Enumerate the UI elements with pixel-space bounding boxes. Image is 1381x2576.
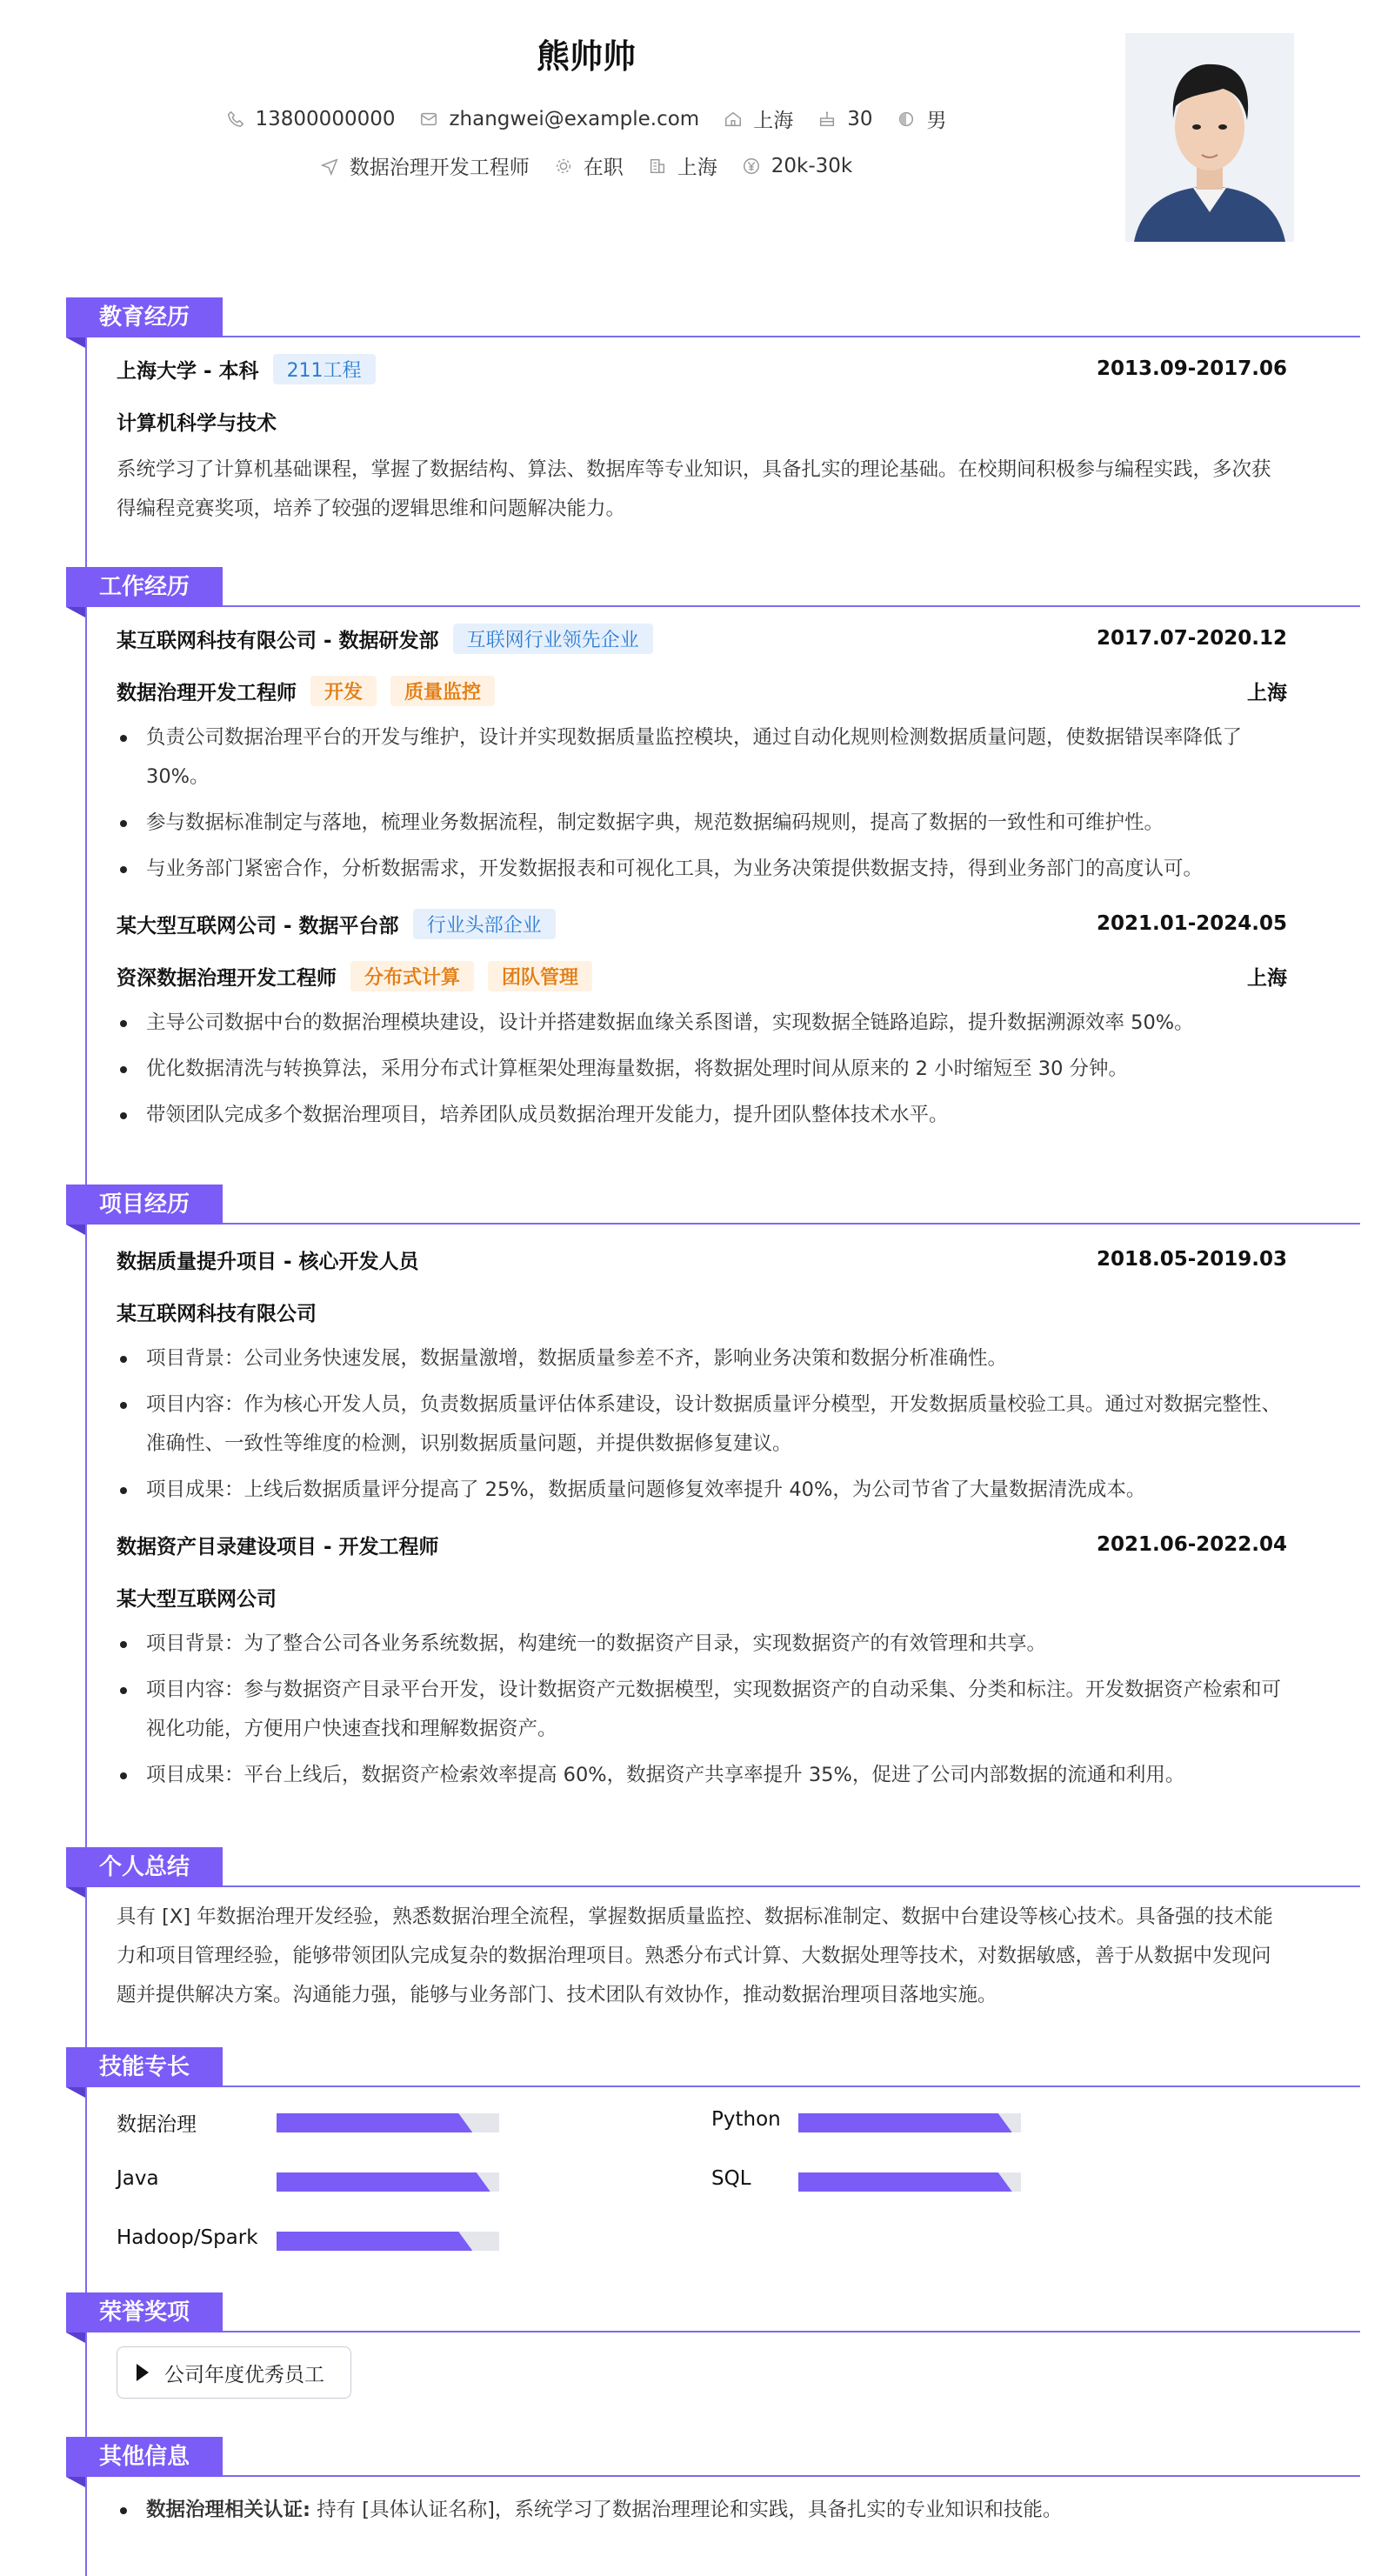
skill-bar-fill: [277, 2113, 472, 2132]
project-block-2: [117, 1527, 1287, 1795]
section-title: 荣誉奖项: [66, 2292, 223, 2332]
role-name: 数据治理开发工程师: [117, 681, 297, 704]
project-date: 2018.05-2019.03: [1096, 1248, 1287, 1271]
list-item: 项目成果：平台上线后，数据资产检索效率提高 60%，数据资产共享率提升 35%，促进了公司内部数据的流通和利用。: [117, 1756, 1287, 1795]
skill-name: Hadoop/Spark: [117, 2226, 258, 2249]
section-divider: [223, 2331, 1360, 2332]
skill-bar-fill: [277, 2232, 472, 2251]
section-title: 教育经历: [66, 297, 223, 337]
list-item: 项目成果：上线后数据质量评分提高了 25%，数据质量问题修复效率提升 40%，为公司节省了大量数据清洗成本。: [117, 1471, 1287, 1510]
work-company-row: [117, 906, 1287, 941]
list-item: [117, 2491, 1287, 2530]
city-item: [648, 151, 717, 180]
skill-name: SQL: [711, 2167, 751, 2190]
skill-bar: [277, 2113, 499, 2132]
project-block-1: [117, 1242, 1287, 1510]
summary-text: 具有 [X] 年数据治理开发经验，熟悉数据治理全流程，掌握数据质量监控、数据标准制定、数据中台建设等核心技术。具备强的技术能力和项目管理经验，能够带领团队完成复杂的数据治理项目。熟悉分布式计算、大数据处理等技术，对数据敏感，善于从数据中发现问题并提供解决方案。沟通能力强，能够与业务部门、技术团队有效协作，推动数据治理项目落地实施。: [117, 1905, 1273, 2006]
skill-bar-fill: [277, 2172, 490, 2192]
section-divider: [223, 2085, 1360, 2087]
section-divider: [223, 336, 1360, 337]
section-title: 工作经历: [66, 567, 223, 607]
work-bullets: [117, 718, 1287, 889]
ribbon-fold: [66, 2477, 85, 2487]
candidate-name: 熊帅帅: [536, 37, 636, 76]
skill-bar: [798, 2113, 1021, 2132]
section-divider: [223, 1223, 1360, 1225]
age-text: 30: [847, 107, 873, 130]
skill-name: Java: [117, 2167, 159, 2190]
list-item: 参与数据标准制定与落地，梳理业务数据流程，制定数据字典，规范数据编码规则，提高了数据的一致性和可维护性。: [117, 804, 1287, 843]
skill-name: 数据治理: [117, 2113, 197, 2136]
role-tag: 质量监控: [390, 676, 495, 706]
mail-icon: [419, 110, 438, 129]
project-date: 2021.06-2022.04: [1096, 1533, 1287, 1556]
gender-icon: [897, 110, 916, 129]
project-company: 某互联网科技有限公司: [117, 1302, 317, 1325]
skill-bar: [798, 2172, 1021, 2192]
company-name: 某大型互联网公司 - 数据平台部: [117, 914, 399, 938]
project-company-row: [117, 1294, 1287, 1329]
contact-row: [0, 104, 1172, 133]
section-divider: [223, 605, 1360, 607]
location-text: 上海: [753, 110, 794, 132]
role-name: 资深数据治理开发工程师: [117, 966, 337, 990]
work-date: 2021.01-2024.05: [1096, 912, 1287, 935]
section-title: 技能专长: [66, 2047, 223, 2087]
work-block-1: [117, 621, 1287, 889]
project-company: 某大型互联网公司: [117, 1587, 277, 1611]
award-text: 公司年度优秀员工: [164, 2363, 324, 2386]
work-company-row: [117, 621, 1287, 656]
status-text: 在职: [583, 157, 624, 179]
list-item: 项目内容：作为核心开发人员，负责数据质量评估体系建设，设计数据质量评分模型，开发数据质量校验工具。通过对数据完整性、准确性、一致性等维度的检测，识别数据质量问题，并提供数据修复建议。: [117, 1385, 1287, 1464]
timeline-line: [85, 337, 87, 2576]
company-name: 某互联网科技有限公司 - 数据研发部: [117, 629, 439, 652]
other-block: [117, 2491, 1287, 2530]
ribbon-fold: [66, 2332, 85, 2343]
major-row: [117, 404, 1287, 438]
section-title: 其他信息: [66, 2437, 223, 2477]
email-item: [419, 108, 699, 130]
list-item: 项目背景：公司业务快速发展，数据量激增，数据质量参差不齐，影响业务决策和数据分析准确性。: [117, 1339, 1287, 1378]
play-icon: [137, 2364, 149, 2381]
role-tag: 分布式计算: [350, 961, 474, 991]
work-block-2: [117, 906, 1287, 1135]
salary-item: [742, 155, 852, 177]
company-tag: 行业头部企业: [413, 909, 556, 939]
gear-icon: [554, 157, 573, 176]
age-item: [817, 108, 872, 130]
salary-text: 20k-30k: [771, 154, 853, 177]
job-row: [0, 151, 1172, 180]
project-bullets: [117, 1339, 1287, 1510]
project-title-row: [117, 1242, 1287, 1277]
section-title: 项目经历: [66, 1185, 223, 1225]
school-tag: 211工程: [273, 354, 376, 384]
project-bullets: [117, 1625, 1287, 1795]
education-date: 2013.09-2017.06: [1096, 357, 1287, 380]
ribbon-fold: [66, 1887, 85, 1898]
award-item: [117, 2346, 351, 2399]
skill-bar-fill: [798, 2172, 1012, 2192]
job-item: [320, 151, 530, 180]
education-header-row: [117, 351, 1287, 386]
list-item: 优化数据清洗与转换算法，采用分布式计算框架处理海量数据，将数据处理时间从原来的 2 小时缩短至 30 分钟。: [117, 1050, 1287, 1089]
ribbon-fold: [66, 2087, 85, 2098]
project-title: 数据质量提升项目 - 核心开发人员: [117, 1250, 419, 1273]
profile-photo: [1125, 33, 1294, 242]
list-item: 与业务部门紧密合作，分析数据需求，开发数据报表和可视化工具，为业务决策提供数据支持，得到业务部门的高度认可。: [117, 850, 1287, 889]
city-text: 上海: [677, 157, 717, 179]
job-text: 数据治理开发工程师: [349, 157, 530, 179]
building-icon: [648, 157, 667, 176]
project-title: 数据资产目录建设项目 - 开发工程师: [117, 1535, 439, 1558]
work-role-row: [117, 673, 1287, 708]
work-date: 2017.07-2020.12: [1096, 627, 1287, 650]
other-list: [117, 2491, 1287, 2530]
location-item: [724, 104, 793, 133]
list-item: 带领团队完成多个数据治理项目，培养团队成员数据治理开发能力，提升团队整体技术水平。: [117, 1096, 1287, 1135]
status-item: [554, 151, 624, 180]
education-block: [117, 351, 1287, 529]
home-icon: [724, 110, 743, 129]
list-item: 项目背景：为了整合公司各业务系统数据，构建统一的数据资产目录，实现数据资产的有效管理和共享。: [117, 1625, 1287, 1664]
ribbon-fold: [66, 337, 85, 348]
skill-bar-fill: [798, 2113, 1012, 2132]
role-tag: 团队管理: [488, 961, 592, 991]
email-text: zhangwei@example.com: [449, 107, 700, 130]
project-company-row: [117, 1579, 1287, 1614]
list-item: 项目内容：参与数据资产目录平台开发，设计数据资产元数据模型，实现数据资产的自动采集、分类和标注。开发数据资产检索和可视化功能，方便用户快速查找和理解数据资产。: [117, 1671, 1287, 1749]
ribbon-fold: [66, 1225, 85, 1235]
major-name: 计算机科学与技术: [117, 411, 277, 435]
phone-text: 13800000000: [255, 107, 396, 130]
role-tag: 开发: [310, 676, 377, 706]
cake-icon: [817, 110, 837, 129]
school-name: 上海大学 - 本科: [117, 359, 259, 383]
education-description: 系统学习了计算机基础课程，掌握了数据结构、算法、数据库等专业知识，具备扎实的理论基础。在校期间积极参与编程实践，多次获得编程竞赛奖项，培养了较强的逻辑思维和问题解决能力。: [117, 458, 1271, 520]
summary-block: [117, 1898, 1287, 2015]
work-city: 上海: [1247, 681, 1287, 704]
section-title: 个人总结: [66, 1847, 223, 1887]
phone-item: [226, 108, 396, 130]
section-divider: [223, 1885, 1360, 1887]
other-label: 数据治理相关认证:: [146, 2499, 310, 2521]
avatar-portrait: [1125, 33, 1294, 242]
phone-icon: [226, 110, 245, 129]
list-item: 负责公司数据治理平台的开发与维护，设计并实现数据质量监控模块，通过自动化规则检测数据质量问题，使数据错误率降低了 30%。: [117, 718, 1287, 797]
list-item: 主导公司数据中台的数据治理模块建设，设计并搭建数据血缘关系图谱，实现数据全链路追踪，提升数据溯源效率 50%。: [117, 1004, 1287, 1043]
skill-bar: [277, 2172, 499, 2192]
yen-icon: [742, 157, 761, 176]
skill-bar: [277, 2232, 499, 2251]
gender-item: [897, 104, 946, 133]
ribbon-fold: [66, 607, 85, 617]
send-icon: [320, 157, 339, 176]
project-title-row: [117, 1527, 1287, 1562]
gender-text: 男: [926, 110, 947, 132]
work-city: 上海: [1247, 966, 1287, 990]
company-tag: 互联网行业领先企业: [453, 624, 653, 654]
section-divider: [223, 2475, 1360, 2477]
other-text: 持有 [具体认证名称]，系统学习了数据治理理论和实践，具备扎实的专业知识和技能。: [317, 2499, 1063, 2521]
work-bullets: [117, 1004, 1287, 1135]
skill-name: Python: [711, 2108, 781, 2131]
work-role-row: [117, 958, 1287, 993]
